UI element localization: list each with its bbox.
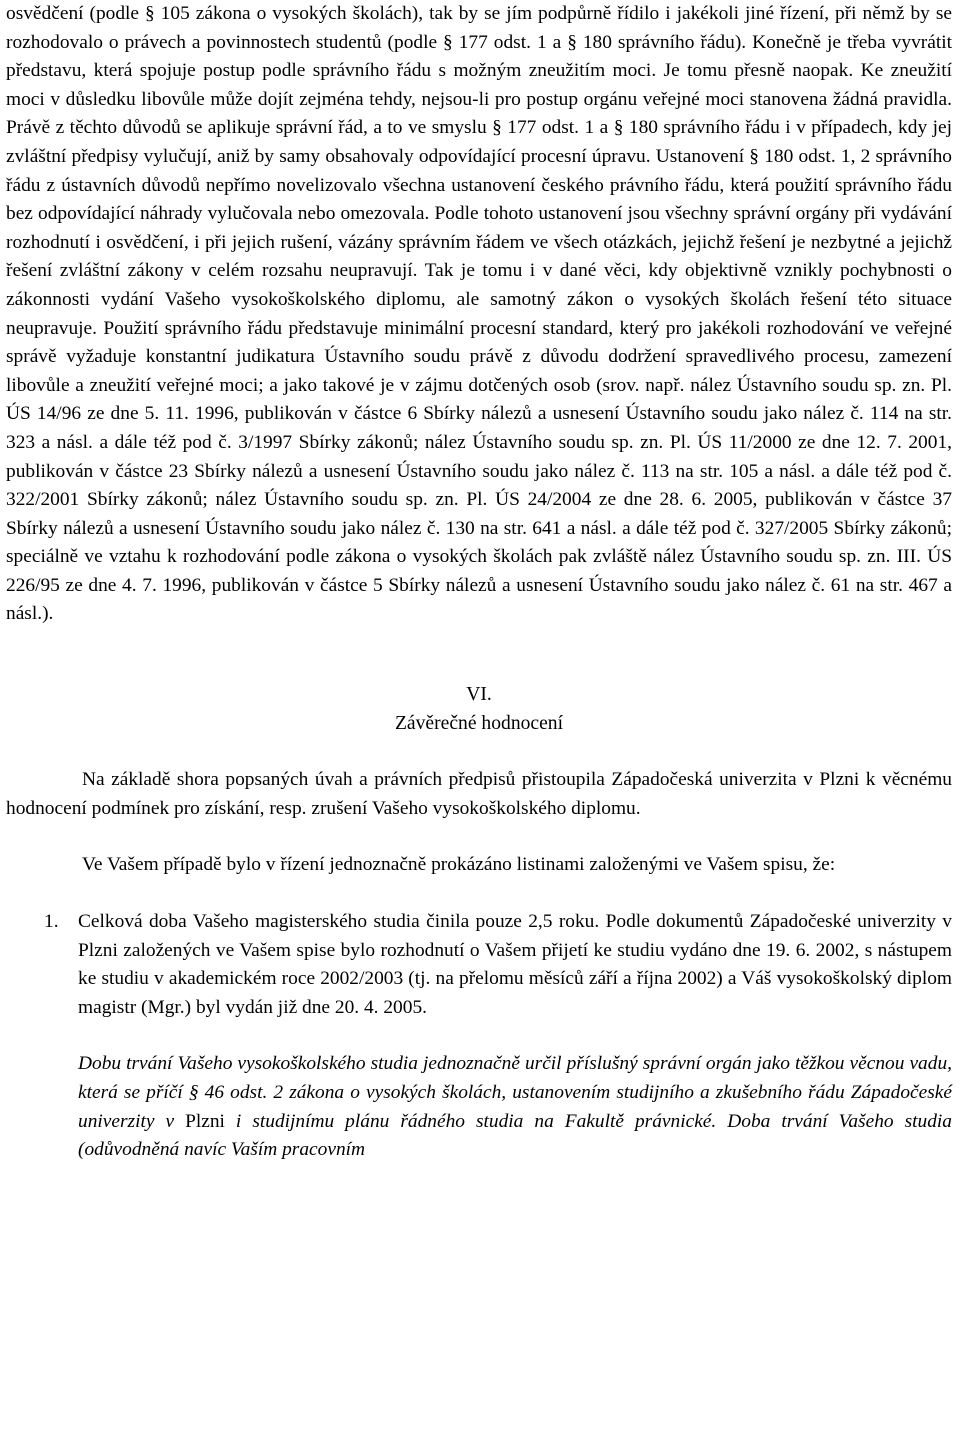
body-paragraph-conclusion-intro: Na základě shora popsaných úvah a právních předpisů přistoupila Západočeská univerzita v Plzni k věcnému hodnocení podmínek pro získání, resp. zrušení Vašeho vysokoškolského diplomu.	[6, 769, 952, 819]
italic-note-part1: Dobu trvání Vašeho vysokoškolského studia jednoznačně určil příslušný správní orgán jako těžkou věcnou vadu, která se příčí § 46 odst. 2 zákona o vysokých školách, ustanovením studijního a zkušebního řádu Západočeské univerzity v	[78, 1053, 952, 1132]
section-number: VI.	[466, 684, 492, 706]
italic-note-upright: Plzni	[185, 1110, 225, 1132]
italic-note-part2: i studijnímu plánu řádného studia na Fakultě právnické. Doba trvání Vašeho studia (odůvodněná navíc Vaším pracovním	[78, 1110, 952, 1161]
list-item-text: Celková doba Vašeho magisterského studia činila pouze 2,5 roku. Podle dokumentů Západočeské univerzity v Plzni založených ve Vašem spise bylo rozhodnutí o Vašem přijetí ke studiu vydáno dne 19. 6. 2002, s nástupem ke studiu v akademickém roce 2002/2003 (tj. na přelomu měsíců září a října 2002) a Váš vysokoškolský diplom magistr (Mgr.) byl vydán již dne 20. 4. 2005.	[78, 911, 952, 1018]
findings-list	[6, 908, 952, 1022]
body-paragraph-findings-intro: Ve Vašem případě bylo v řízení jednoznačně prokázáno listinami založenými ve Vašem spisu, že:	[82, 854, 836, 876]
body-paragraph-legal-reasoning: osvědčení (podle § 105 zákona o vysokých školách), tak by se jím podpůrně řídilo i jakékoli jiné řízení, při němž by se rozhodovalo o právech a povinnostech studentů (podle § 177 odst. 1 a § 180 správního řádu). Konečně je třeba vyvrátit představu, která spojuje postup podle správního řádu s možným zneužitím moci. Je tomu přesně naopak. Ke zneužití moci v důsledku libovůle může dojít zejména tehdy, nejsou-li pro postup orgánu veřejné moci stanovena žádná pravidla. Právě z těchto důvodů se aplikuje správní řád, a to ve smyslu § 177 odst. 1 a § 180 správního řádu i v případech, kdy jej zvláštní předpisy vylučují, aniž by samy obsahovaly odpovídající procesní úpravu. Ustanovení § 180 odst. 1, 2 správního řádu z ústavních důvodů nepřímo novelizovalo všechna ustanovení českého právního řádu, která použití správního řádu bez odpovídající náhrady vylučovala nebo omezovala. Podle tohoto ustanovení jsou všechny správní orgány při vydávání rozhodnutí i osvědčení, i při jejich rušení, vázány správním řádem ve všech otázkách, jejichž řešení je nezbytné a jejichž řešení zvláštní zákony v celém rozsahu neupravují. Tak je tomu i v dané věci, kdy objektivně vznikly pochybnosti o zákonnosti vydání Vašeho vysokoškolského diplomu, ale samotný zákon o vysokých školách řešení této situace neupravuje. Použití správního řádu představuje minimální procesní standard, který pro jakékoli rozhodování ve veřejné správě vyžaduje konstantní judikatura Ústavního soudu právě z důvodu dodržení spravedlivého procesu, zamezení libovůle a zneužití veřejné moci; a jako takové je v zájmu dotčených osob (srov. např. nález Ústavního soudu sp. zn. Pl. ÚS 14/96 ze dne 5. 11. 1996, publikován v částce 6 Sbírky nálezů a usnesení Ústavního soudu jako nález č. 114 na str. 323 a násl. a dále též pod č. 3/1997 Sbírky zákonů; nález Ústavního soudu sp. zn. Pl. ÚS 11/2000 ze dne 12. 7. 2001, publikován v částce 23 Sbírky nálezů a usnesení Ústavního soudu jako nález č. 113 na str. 105 a násl. a dále též pod č. 322/2001 Sbírky zákonů; nález Ústavního soudu sp. zn. Pl. ÚS 24/2004 ze dne 28. 6. 2005, publikován v částce 37 Sbírky nálezů a usnesení Ústavního soudu jako nález č. 130 na str. 641 a násl. a dále též pod č. 327/2005 Sbírky zákonů; speciálně ve vztahu k rozhodování podle zákona o vysokých školách pak zvláště nález Ústavního soudu sp. zn. III. ÚS 226/95 ze dne 4. 7. 1996, publikován v částce 5 Sbírky nálezů a usnesení Ústavního soudu jako nález č. 61 na str. 467 a násl.).	[6, 3, 952, 625]
section-title: Závěrečné hodnocení	[394, 712, 564, 734]
italic-note	[78, 1050, 952, 1164]
list-marker: 1.	[44, 911, 59, 933]
list-item	[6, 908, 952, 1022]
